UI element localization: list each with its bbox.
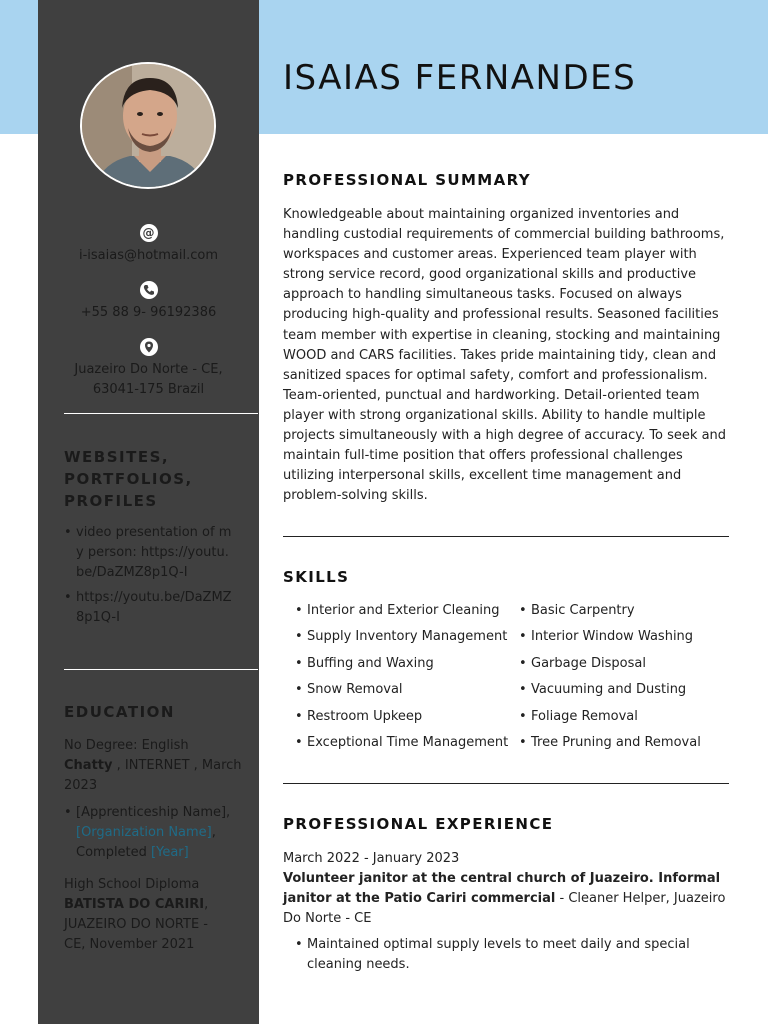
profile-photo-image: [82, 64, 216, 189]
profile-photo: [80, 62, 216, 189]
education-school: BATISTA DO CARIRI: [64, 897, 205, 912]
organization-name: [Organization Name]: [76, 825, 212, 840]
education-entry: [64, 736, 244, 796]
completed-year: [Year]: [151, 845, 189, 860]
experience-bullets: [283, 935, 729, 975]
location-pin-icon: [140, 338, 158, 356]
candidate-name: ISAIAS FERNANDES: [283, 58, 637, 98]
experience-heading: PROFESSIONAL EXPERIENCE: [283, 815, 554, 833]
apprenticeship-name: [Apprenticeship Name],: [76, 805, 231, 820]
skill-item: • Snow Removal: [295, 680, 519, 706]
address-line1: Juazeiro Do Norte - CE,: [74, 362, 223, 377]
skills-heading: SKILLS: [283, 568, 350, 586]
list-item: [64, 803, 236, 863]
contact-email: [38, 224, 259, 266]
websites-heading: [64, 446, 244, 512]
website-item[interactable]: • https://youtu.be/DaZMZ8p1Q-I: [64, 588, 236, 628]
websites-list: [64, 523, 236, 633]
skills-column-2: [519, 601, 701, 759]
email-link[interactable]: i-isaias@hotmail.com: [78, 248, 219, 263]
skill-item: • Garbage Disposal: [519, 654, 701, 680]
education-details: , JUAZEIRO DO NORTE - CE, November 2021: [64, 897, 209, 952]
skill-item: • Tree Pruning and Removal: [519, 733, 701, 759]
skill-item: • Interior and Exterior Cleaning: [295, 601, 519, 627]
skill-item: • Buffing and Waxing: [295, 654, 519, 680]
skill-item: • Vacuuming and Dusting: [519, 680, 701, 706]
sidebar-divider: [64, 413, 258, 414]
experience-title: Volunteer janitor at the central church of Juazeiro. Informal janitor at the Patio Cariri commercial: [283, 871, 721, 906]
skills-column-1: [295, 601, 519, 759]
phone-number[interactable]: +55 88 9- 96192386: [80, 305, 217, 320]
summary-text: Knowledgeable about maintaining organized inventories and handling custodial requirements of commercial building bathrooms, workspaces and customer areas. Experienced team player with strong service record, good organizational skills and productive approach to handling simultaneous tasks. Focused on always producing high-quality and professional results. Seasoned facilities team member with expertise in cleaning, stocking and maintaining WOOD and CARS facilities. Takes pride maintaining tidy, clean and sanitized spaces for optimal safety, comfort and professionalism. Team-oriented, punctual and hardworking. Detail-oriented team player with strong organizational skills. Ability to handle multiple projects simultaneously with a high degree of accuracy. To seek and maintain full-time position that offers professional challenges utilizing interpersonal skills, excellent time management and problem-solving skills.: [283, 207, 727, 504]
education-degree: No Degree: English: [64, 738, 189, 753]
websites-heading-line1: WEBSITES,: [64, 448, 170, 466]
completed-label: Completed: [76, 845, 152, 860]
websites-heading-line2: PORTFOLIOS,: [64, 470, 193, 488]
education-degree: High School Diploma: [64, 877, 200, 892]
experience-entry: [283, 849, 729, 975]
phone-icon: [140, 281, 158, 299]
education-entry: [64, 803, 236, 868]
skills-list: [295, 601, 701, 759]
education-details: , INTERNET , March 2023: [64, 758, 242, 793]
section-divider: [283, 783, 729, 784]
list-item: • Maintained optimal supply levels to meet daily and special cleaning needs.: [295, 935, 729, 975]
experience-role: - Cleaner Helper: [555, 891, 666, 906]
separator: ,: [211, 825, 216, 840]
education-entry: [64, 875, 224, 955]
skill-item: • Supply Inventory Management: [295, 627, 519, 653]
website-item[interactable]: • video presentation of my person: https://youtu.be/DaZMZ8p1Q-I: [64, 523, 236, 583]
contact-address: [38, 338, 259, 400]
summary-heading: PROFESSIONAL SUMMARY: [283, 171, 532, 189]
sidebar-divider: [64, 669, 258, 670]
skill-item: • Exceptional Time Management: [295, 733, 519, 759]
at-icon: @: [140, 224, 158, 242]
section-divider: [283, 536, 729, 537]
education-school: Chatty: [64, 758, 113, 773]
websites-heading-line3: PROFILES: [64, 492, 158, 510]
skill-item: • Restroom Upkeep: [295, 707, 519, 733]
skill-item: • Basic Carpentry: [519, 601, 701, 627]
experience-title-line: [283, 869, 729, 929]
skill-item: • Foliage Removal: [519, 707, 701, 733]
contact-phone: [38, 281, 259, 323]
address-line2: 63041-175 Brazil: [92, 382, 205, 397]
experience-location: , Juazeiro Do Norte - CE: [283, 891, 726, 926]
education-heading: EDUCATION: [64, 703, 175, 721]
experience-dates: March 2022 - January 2023: [283, 851, 460, 866]
skill-item: • Interior Window Washing: [519, 627, 701, 653]
